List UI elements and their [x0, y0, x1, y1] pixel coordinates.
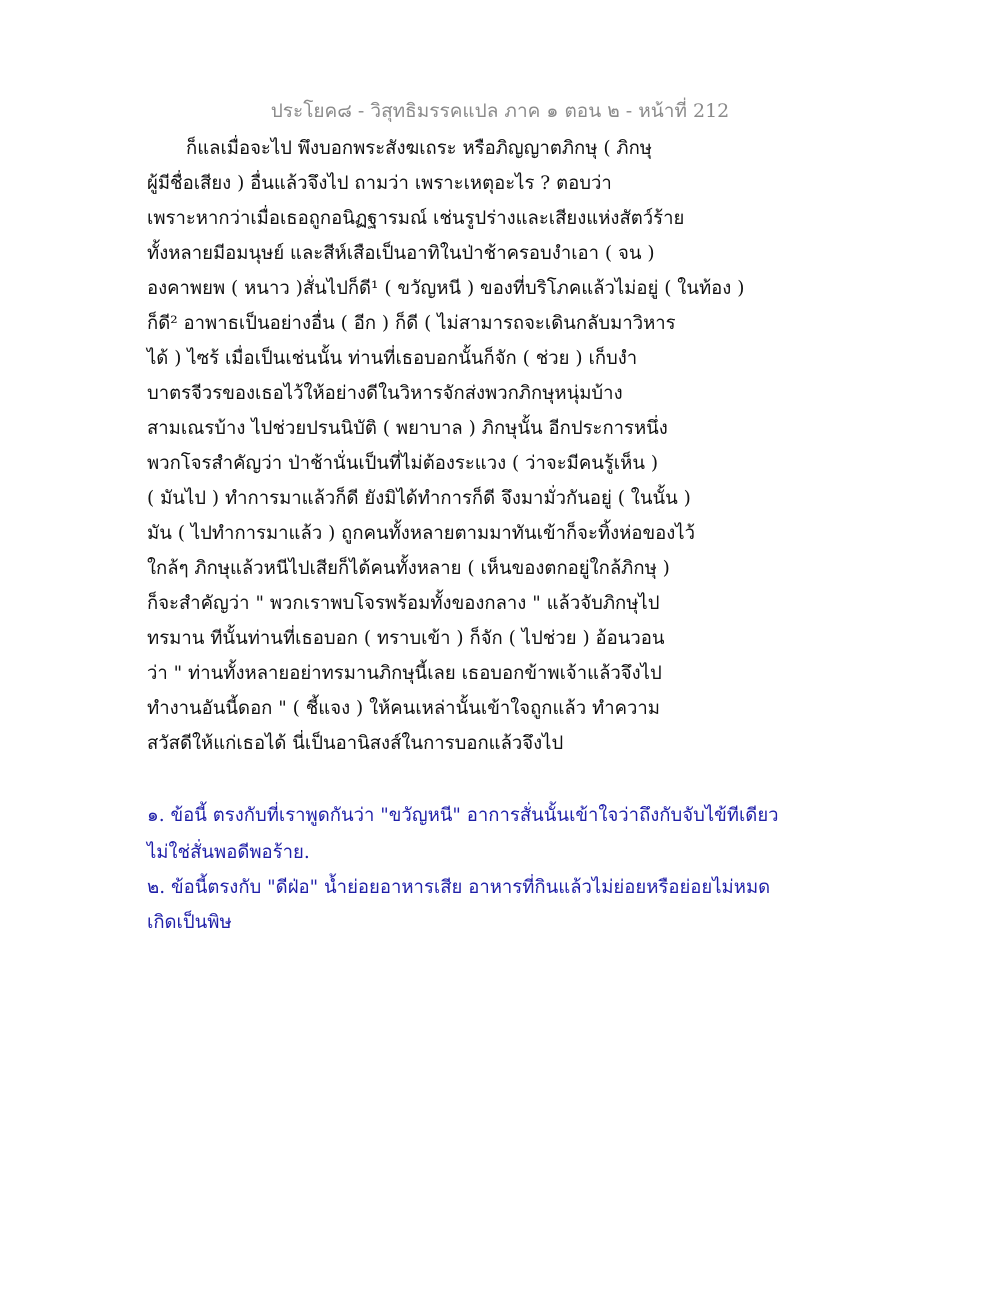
body-line: ว่า " ท่านทั้งหลายอย่าทรมานภิกษุนี้เลย เธอบอกข้าพเจ้าแล้วจึงไป — [147, 663, 662, 684]
body-line: ทำงานอันนี้ดอก " ( ชี้แจง ) ให้คนเหล่านั้นเข้าใจถูกแล้ว ทำความ — [147, 698, 660, 719]
body-line: ผู้มีชื่อเสียง ) อื่นแล้วจึงไป ถามว่า เพราะเหตุอะไร ? ตอบว่า — [147, 173, 612, 194]
body-line: ทรมาน ทีนั้นท่านที่เธอบอก ( ทราบเข้า ) ก็จัก ( ไปช่วย ) อ้อนวอน — [147, 628, 665, 649]
body-line: พวกโจรสำคัญว่า ป่าช้านั่นเป็นที่ไม่ต้องระแวง ( ว่าจะมีคนรู้เห็น ) — [147, 453, 659, 474]
page-header: ประโยค๘ - วิสุทธิมรรคแปล ภาค ๑ ตอน ๒ - หน้าที่ 212 — [270, 100, 730, 122]
footnote-1-line-2: ไม่ใช่สั่นพอดีพอร้าย. — [147, 842, 310, 863]
body-line: ใกล้ๆ ภิกษุแล้วหนีไปเสียก็ได้คนทั้งหลาย ( เห็นของตกอยู่ใกล้ภิกษุ ) — [147, 558, 670, 579]
body-line: มัน ( ไปทำการมาแล้ว ) ถูกคนทั้งหลายตามมาทันเข้าก็จะทิ้งห่อของไว้ — [147, 523, 695, 544]
footnote-2-line-1: ๒. ข้อนี้ตรงกับ "ดีฝ่อ" น้ำย่อยอาหารเสีย อาหารที่กินแล้วไม่ย่อยหรือย่อยไม่หมด — [147, 877, 771, 898]
body-line: ก็จะสำคัญว่า " พวกเราพบโจรพร้อมทั้งของกลาง " แล้วจับภิกษุไป — [147, 593, 660, 614]
body-line: บาตรจีวรของเธอไว้ให้อย่างดีในวิหารจักส่งพวกภิกษุหนุ่มบ้าง — [147, 383, 623, 404]
footnote-2-line-2: เกิดเป็นพิษ — [147, 912, 232, 933]
body-line: ทั้งหลายมีอมนุษย์ และสีห์เสือเป็นอาทิในป่าช้าครอบงำเอา ( จน ) — [147, 243, 655, 264]
body-line: สามเณรบ้าง ไปช่วยปรนนิบัติ ( พยาบาล ) ภิกษุนั้น อีกประการหนึ่ง — [147, 418, 668, 439]
body-line: ( มันไป ) ทำการมาแล้วก็ดี ยังมิได้ทำการก็ดี จึงมามั่วกันอยู่ ( ในนั้น ) — [147, 488, 691, 509]
body-line: องคาพยพ ( หนาว )สั่นไปก็ดี¹ ( ขวัญหนี ) ของที่บริโภคแล้วไม่อยู่ ( ในท้อง ) — [147, 278, 745, 299]
body-line: เพราะหากว่าเมื่อเธอถูกอนิฏฐารมณ์ เช่นรูปร่างและเสียงแห่งสัตว์ร้าย — [147, 208, 685, 229]
body-line: ก็ดี² อาพาธเป็นอย่างอื่น ( อีก ) ก็ดี ( ไม่สามารถจะเดินกลับมาวิหาร — [147, 313, 676, 334]
body-line: ได้ ) ไซร้ เมื่อเป็นเช่นนั้น ท่านที่เธอบอกนั้นก็จัก ( ช่วย ) เก็บงำ — [147, 348, 638, 369]
body-line: ก็แลเมื่อจะไป พึงบอกพระสังฆเถระ หรือภิญญาตภิกษุ ( ภิกษุ — [186, 138, 653, 159]
body-line: สวัสดีให้แก่เธอได้ นี่เป็นอานิสงส์ในการบอกแล้วจึงไป — [147, 733, 564, 754]
footnote-1-line-1: ๑. ข้อนี้ ตรงกับที่เราพูดกันว่า "ขวัญหนี" อาการสั่นนั้นเข้าใจว่าถึงกับจับไข้ทีเดียว — [147, 805, 779, 826]
